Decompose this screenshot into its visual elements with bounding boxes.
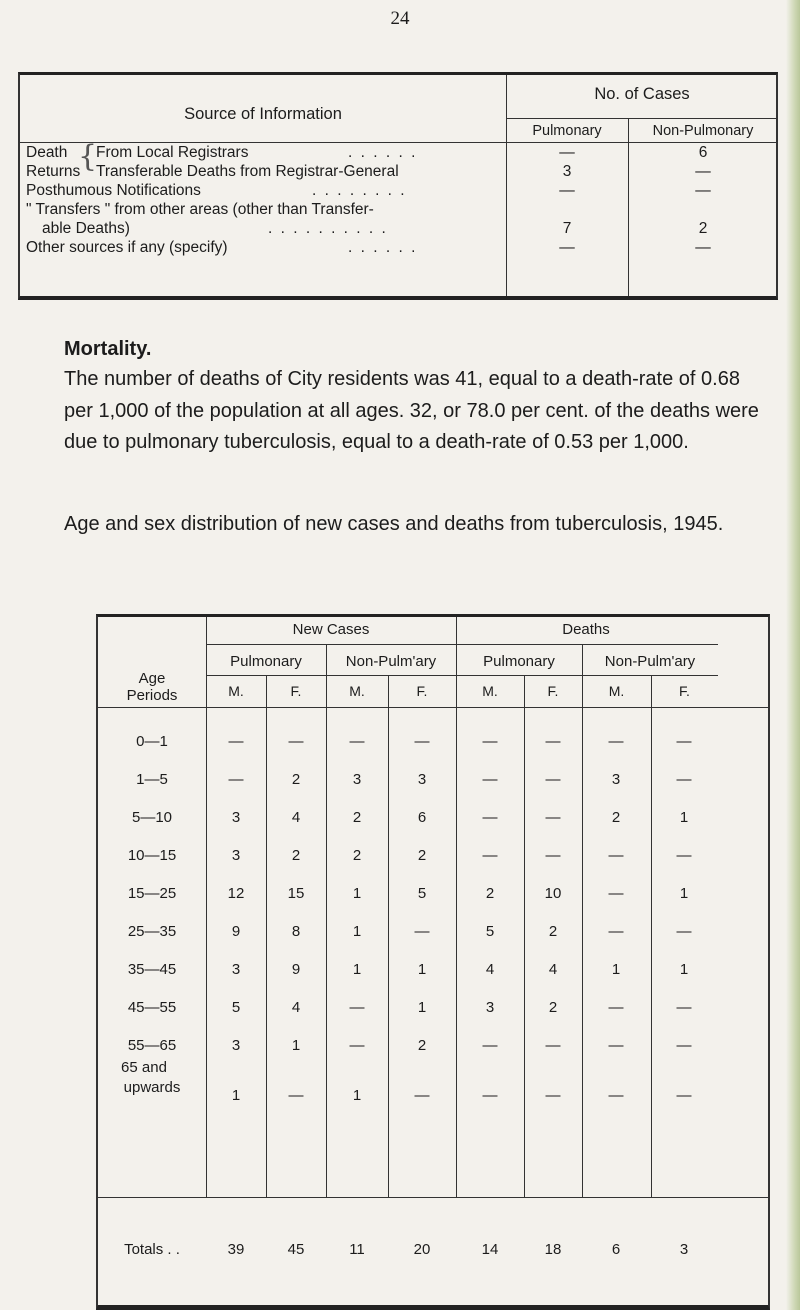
row-label: " Transfers " from other areas (other than Transfer-	[26, 201, 374, 218]
table-cell: 1	[679, 885, 689, 902]
nonpulmonary-value: —	[695, 163, 711, 180]
table-cell: —	[676, 923, 692, 940]
header-cases: No. of Cases	[594, 85, 690, 103]
table-cell: 2	[291, 847, 301, 864]
brace-icon: {	[78, 139, 98, 174]
table-cell: —	[414, 1087, 430, 1104]
leader-dots: . . . . . .	[348, 144, 418, 161]
header-source: Source of Information	[184, 105, 342, 123]
totals-cell: 11	[349, 1241, 365, 1258]
table-cell: 3	[231, 809, 241, 826]
table-cell: 3	[417, 771, 427, 788]
totals-cell: 3	[679, 1241, 689, 1258]
header-m: M.	[349, 683, 365, 699]
table-cell: —	[414, 923, 430, 940]
age-period: upwards	[123, 1079, 181, 1096]
table-cell: 5	[485, 923, 495, 940]
totals-cell: 14	[481, 1241, 499, 1258]
table-cell: 4	[548, 961, 558, 978]
table-cell: 1	[611, 961, 621, 978]
header-pulmonary: Pulmonary	[532, 123, 602, 139]
table-cell: 15	[287, 885, 305, 902]
header-periods: Periods	[126, 687, 178, 704]
table-cell: —	[676, 771, 692, 788]
table-cell: 12	[227, 885, 245, 902]
table-cell: 4	[291, 999, 301, 1016]
header-nonpulm: Non-Pulm'ary	[345, 653, 437, 670]
table-cell: —	[349, 999, 365, 1016]
header-pulmonary: Pulmonary	[230, 653, 302, 670]
age-period: 45—55	[127, 999, 177, 1016]
table-cell: 9	[291, 961, 301, 978]
table-cell: —	[676, 1087, 692, 1104]
nonpulmonary-value: 2	[698, 220, 708, 237]
header-new-cases: New Cases	[292, 621, 370, 638]
table-cell: —	[676, 847, 692, 864]
table-cell: —	[608, 999, 624, 1016]
leader-dots: . . . . . . . .	[312, 182, 407, 199]
header-m: M.	[228, 683, 244, 699]
table-cell: —	[228, 733, 244, 750]
header-m: M.	[608, 683, 625, 699]
nonpulmonary-value: —	[695, 239, 711, 256]
header-nonpulmonary: Non-Pulmonary	[652, 123, 754, 139]
source-table	[18, 72, 778, 300]
table-cell: —	[482, 847, 498, 864]
header-deaths: Deaths	[562, 621, 610, 638]
table-cell: —	[482, 771, 498, 788]
pulmonary-value: 7	[562, 220, 572, 237]
table-cell: 1	[352, 885, 362, 902]
table-cell: 1	[417, 999, 427, 1016]
pulmonary-value: —	[559, 144, 575, 161]
table-cell: —	[545, 771, 561, 788]
totals-cell: 20	[413, 1241, 431, 1258]
table-cell: 5	[231, 999, 241, 1016]
table-cell: 2	[548, 923, 558, 940]
table-cell: —	[414, 733, 430, 750]
pulmonary-value: —	[559, 239, 575, 256]
table-cell: 3	[485, 999, 495, 1016]
header-f: F.	[416, 683, 428, 699]
pulmonary-value: —	[559, 182, 575, 199]
header-age: Age	[138, 670, 166, 687]
table-cell: 3	[231, 847, 241, 864]
table-cell: 1	[352, 1087, 362, 1104]
table-cell: —	[482, 809, 498, 826]
header-f: F.	[290, 683, 302, 699]
table-cell: —	[608, 1087, 624, 1104]
table-cell: 3	[352, 771, 362, 788]
row-label: Transferable Deaths from Registrar-General	[96, 163, 399, 180]
table-cell: 2	[611, 809, 621, 826]
table-cell: —	[349, 733, 365, 750]
table-cell: 1	[231, 1087, 241, 1104]
table-cell: —	[545, 1087, 561, 1104]
row-label: Returns	[26, 163, 81, 180]
table-cell: 3	[611, 771, 621, 788]
table-caption: Age and sex distribution of new cases and deaths from tuberculosis, 1945.	[64, 513, 724, 535]
table-cell: —	[608, 1037, 624, 1054]
totals-cell: 45	[287, 1241, 305, 1258]
table-cell: 10	[544, 885, 562, 902]
table-cell: 2	[352, 809, 362, 826]
header-f: F.	[679, 683, 690, 699]
table-cell: —	[228, 771, 244, 788]
table-cell: 3	[231, 1037, 241, 1054]
totals-cell: 18	[544, 1241, 562, 1258]
row-label: From Local Registrars	[96, 144, 249, 161]
table-cell: 1	[417, 961, 427, 978]
table-cell: 3	[231, 961, 241, 978]
table-cell: 2	[417, 847, 427, 864]
header-m: M.	[482, 683, 498, 699]
table-cell: 1	[352, 923, 362, 940]
table-cell: —	[545, 1037, 561, 1054]
totals-label: Totals . .	[124, 1241, 180, 1258]
table-cell: —	[608, 847, 624, 864]
header-nonpulm: Non-Pulm'ary	[604, 653, 696, 670]
table-cell: 2	[417, 1037, 427, 1054]
table-cell: —	[676, 999, 692, 1016]
table-cell: 6	[417, 809, 427, 826]
table-cell: 1	[352, 961, 362, 978]
row-label: Other sources if any (specify)	[26, 239, 228, 256]
table-cell: —	[608, 885, 624, 902]
mortality-paragraph: The number of deaths of City residents was 41, equal to a death-rate of 0.68 per 1,000 of the population at all ages. 32, or 78.0 per cent. of the deaths were due to pulmonary tuberculosis, equal to a death-rate of 0.53 per 1,000.	[64, 368, 759, 453]
table-cell: —	[608, 733, 624, 750]
table-cell: 2	[352, 847, 362, 864]
table-cell: —	[288, 1087, 304, 1104]
row-label: able Deaths)	[42, 220, 130, 237]
table-cell: 9	[231, 923, 241, 940]
pulmonary-value: 3	[562, 163, 572, 180]
age-period: 5—10	[131, 809, 173, 826]
age-period: 35—45	[127, 961, 177, 978]
table-cell: 4	[485, 961, 495, 978]
table-cell: —	[676, 1037, 692, 1054]
row-label: Posthumous Notifications	[26, 182, 201, 199]
age-period: 25—35	[127, 923, 177, 940]
table-cell: —	[608, 923, 624, 940]
nonpulmonary-value: —	[695, 182, 711, 199]
age-period: 65 and	[121, 1059, 167, 1076]
age-period: 55—65	[127, 1037, 177, 1054]
row-label: Death	[26, 144, 68, 161]
table-cell: 1	[291, 1037, 301, 1054]
totals-cell: 39	[227, 1241, 245, 1258]
age-period: 0—1	[136, 733, 168, 750]
table-cell: 4	[291, 809, 301, 826]
page-edge	[786, 0, 800, 1310]
table-cell: 5	[417, 885, 427, 902]
mortality-heading: Mortality.	[64, 338, 152, 360]
table-cell: —	[288, 733, 304, 750]
header-f: F.	[547, 683, 559, 699]
leader-dots: . . . . . .	[348, 239, 418, 256]
leader-dots: . . . . . . . . . .	[268, 220, 388, 237]
table-cell: —	[482, 733, 498, 750]
table-cell: 2	[548, 999, 558, 1016]
age-period: 10—15	[127, 847, 177, 864]
nonpulmonary-value: 6	[698, 144, 708, 161]
age-period: 15—25	[127, 885, 177, 902]
table-cell: 8	[291, 923, 301, 940]
header-pulmonary: Pulmonary	[483, 653, 555, 670]
age-period: 1—5	[136, 771, 168, 788]
totals-cell: 6	[611, 1241, 621, 1258]
table-cell: 1	[679, 961, 689, 978]
tuberculosis-table	[96, 614, 770, 1310]
table-cell: —	[482, 1037, 498, 1054]
table-cell: —	[482, 1087, 498, 1104]
table-cell: 2	[291, 771, 301, 788]
table-cell: —	[545, 847, 561, 864]
table-cell: —	[676, 733, 692, 750]
table-cell: —	[545, 809, 561, 826]
table-cell: 1	[679, 809, 689, 826]
table-cell: —	[349, 1037, 365, 1054]
table-cell: —	[545, 733, 561, 750]
table-cell: 2	[485, 885, 495, 902]
page-number: 24	[390, 8, 410, 29]
